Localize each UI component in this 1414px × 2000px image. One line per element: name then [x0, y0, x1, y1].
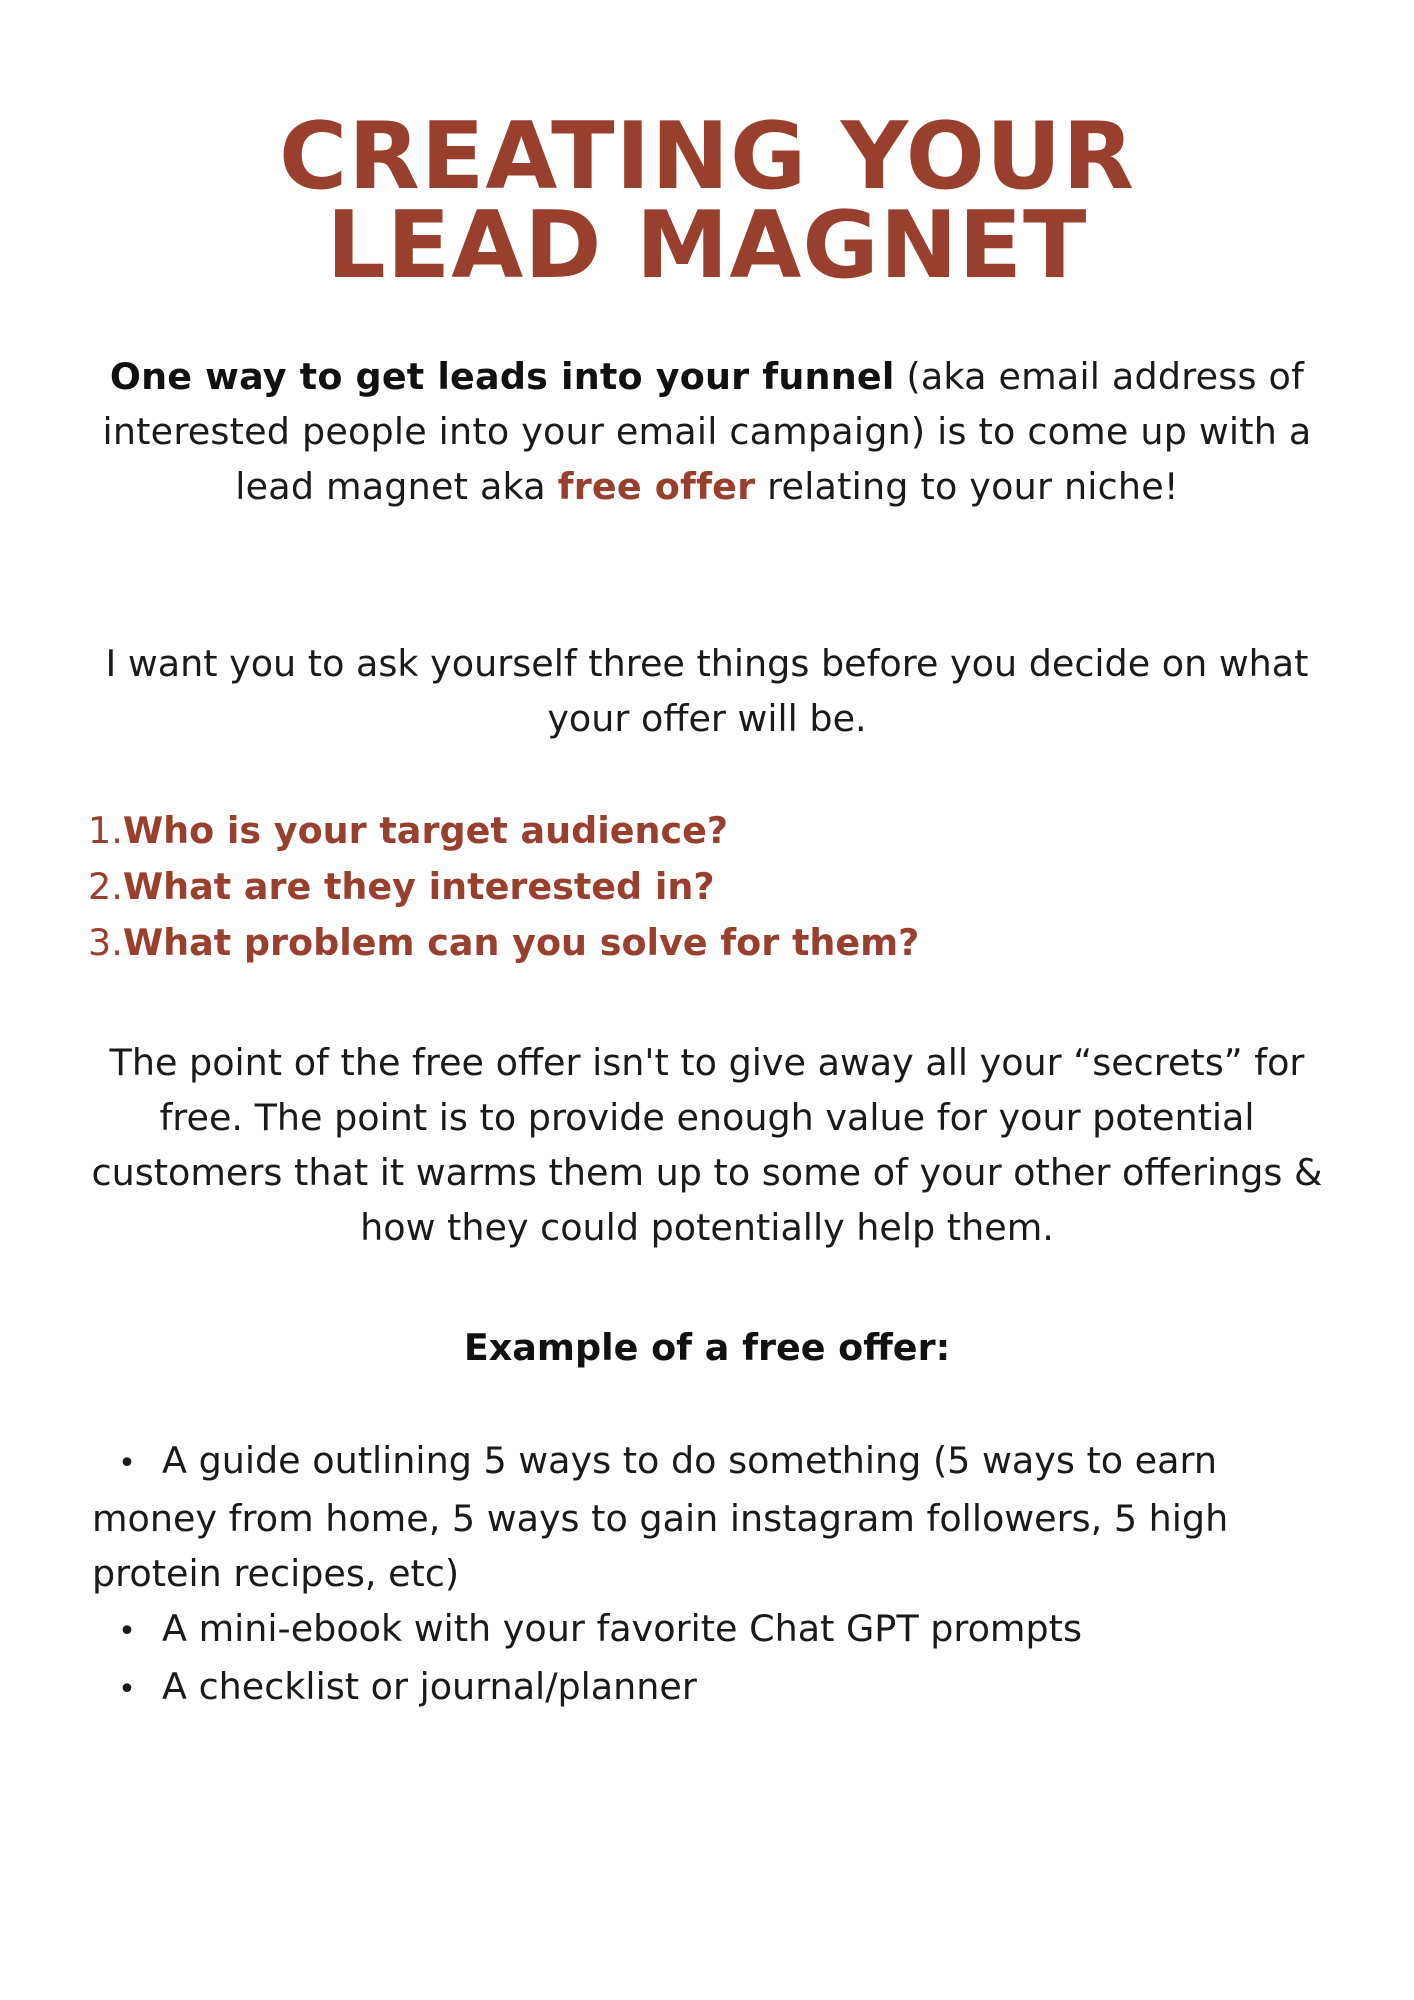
intro-accent-free-offer: free offer: [557, 465, 756, 508]
intro-text-1: (aka email address of interested people into your email campaign) is to come up with a lead magnet aka: [102, 355, 1312, 508]
example-text: A mini-ebook with your favorite Chat GPT prompts: [162, 1607, 1082, 1650]
bullet-icon: •: [118, 1614, 136, 1649]
bullet-icon: •: [118, 1446, 136, 1481]
intro-paragraph: [70, 349, 1344, 514]
page-title: [0, 102, 1414, 299]
example-item: [92, 1433, 1342, 1601]
bullet-icon: •: [118, 1672, 136, 1707]
examples-list: [92, 1433, 1342, 1717]
question-item: [88, 803, 919, 859]
intro-bold-lead: One way to get leads into your funnel: [109, 355, 895, 398]
title-line-1: CREATING YOUR: [279, 102, 1135, 210]
question-number: 2.: [88, 865, 123, 908]
example-item: [92, 1601, 1342, 1659]
example-heading: Example of a free offer:: [463, 1326, 951, 1369]
question-text: Who is your target audience?: [122, 809, 729, 852]
question-text: What problem can you solve for them?: [122, 921, 920, 964]
question-number: 3.: [88, 921, 123, 964]
question-number: 1.: [88, 809, 123, 852]
title-line-2: LEAD MAGNET: [326, 191, 1088, 299]
question-item: [88, 915, 919, 971]
ask-paragraph: I want you to ask yourself three things before you decide on what your offer will be.: [105, 642, 1309, 740]
example-text: A checklist or journal/planner: [162, 1665, 697, 1708]
example-item: [92, 1659, 1342, 1717]
example-text: A guide outlining 5 ways to do something (5 ways to earn money from home, 5 ways to gain instagram followers, 5 high protein recipes, etc): [92, 1439, 1229, 1595]
question-text: What are they interested in?: [122, 865, 715, 908]
intro-text-2: relating to your niche!: [755, 465, 1179, 508]
point-paragraph: The point of the free offer isn't to give away all your “secrets” for free. The point is to provide enough value for your potential customers that it warms them up to some of your other offerings & how they could potentially help them.: [91, 1041, 1323, 1249]
question-item: [88, 859, 919, 915]
questions-list: [88, 803, 919, 971]
